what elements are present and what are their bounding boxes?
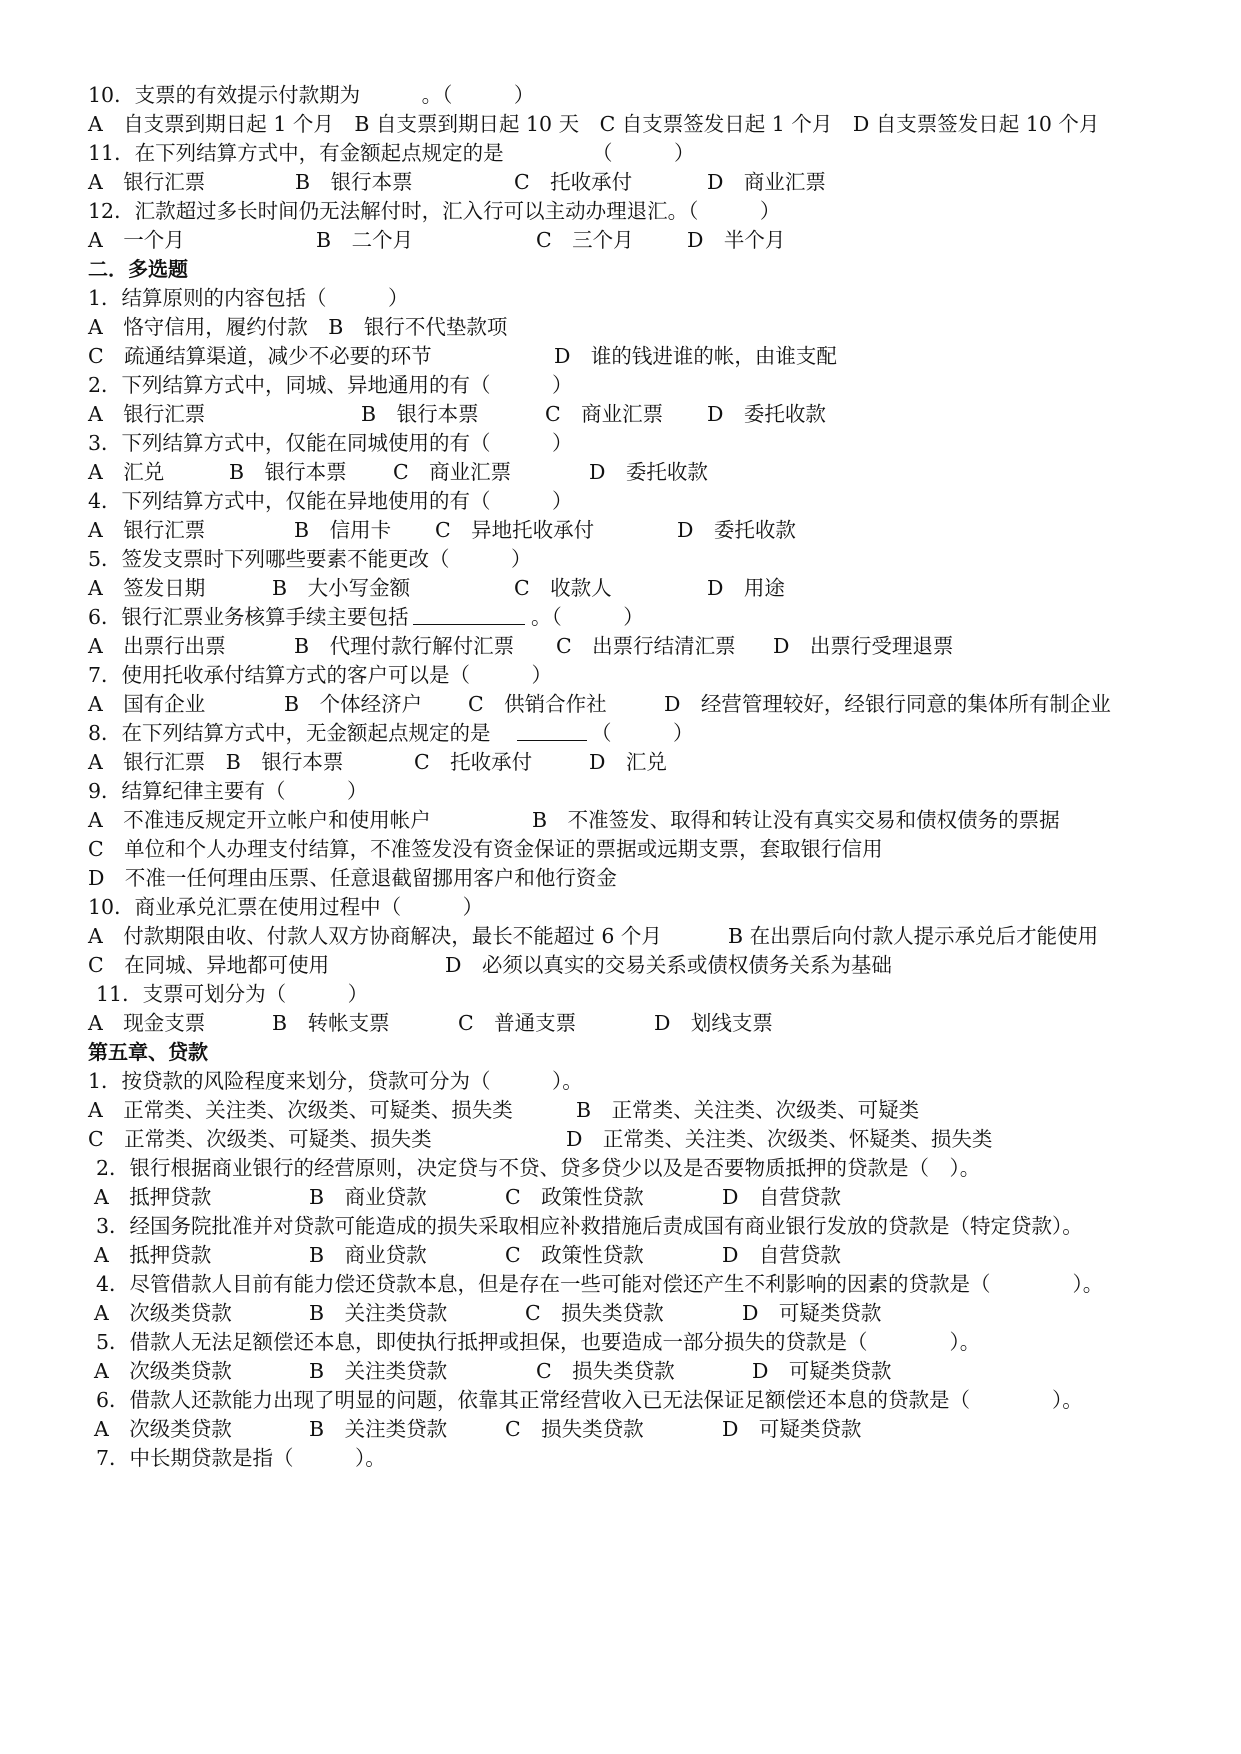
option-text: D 必须以真实的交易关系或债权债务关系为基础 — [445, 953, 892, 977]
question-text: 9．结算纪律主要有（ ） — [88, 779, 368, 803]
section-title: 第五章、贷款 — [88, 1040, 208, 1064]
option-text: C 损失类贷款 — [505, 1417, 644, 1441]
option-text: C 出票行结清汇票 — [556, 634, 736, 658]
option-text: C 异地托收承付 — [435, 518, 595, 542]
question-text: 6．借款人还款能力出现了明显的问题，依靠其正常经营收入已无法保证足额偿还本息的贷款是（ ）。 — [96, 1388, 1083, 1412]
option-text: A 一个月 — [88, 228, 185, 252]
question-text: （ ） — [592, 141, 695, 165]
option-text: C 单位和个人办理支付结算，不准签发没有资金保证的票据或远期支票，套取银行信用 — [88, 837, 883, 861]
option-text: A 汇兑 — [88, 460, 165, 484]
option-text: C 托收承付 — [414, 750, 533, 774]
option-text: A 付款期限由收、付款人双方协商解决，最长不能超过 6 个月 — [88, 924, 662, 948]
option-text: D 委托收款 — [677, 518, 796, 542]
option-text: B 商业贷款 — [309, 1243, 427, 1267]
question-text: 10．商业承兑汇票在使用过程中（ ） — [88, 895, 484, 919]
question-text: 2．银行根据商业银行的经营原则，决定贷与不贷、贷多贷少以及是否要物质抵押的贷款是（ ）。 — [96, 1156, 981, 1180]
option-text: B 银行本票 — [361, 402, 479, 426]
option-text: A 抵押贷款 — [94, 1243, 212, 1267]
option-text: A 次级类贷款 — [94, 1301, 232, 1325]
option-text: C 商业汇票 — [393, 460, 512, 484]
option-text: D 自营贷款 — [722, 1185, 841, 1209]
question-text: 7．中长期贷款是指（ ）。 — [96, 1446, 386, 1470]
option-text: C 正常类、次级类、可疑类、损失类 — [88, 1127, 432, 1151]
option-text: C 在同城、异地都可使用 — [88, 953, 330, 977]
option-text: B 商业贷款 — [309, 1185, 427, 1209]
option-text: D 可疑类贷款 — [742, 1301, 882, 1325]
option-text: B 信用卡 — [294, 518, 392, 542]
option-text: B 在出票后向付款人提示承兑后才能使用 — [728, 924, 1099, 948]
option-text: A 银行汇票 — [88, 402, 206, 426]
option-text: B 银行本票 — [295, 170, 413, 194]
option-text: C 供销合作社 — [468, 692, 607, 716]
option-text: A 自支票到期日起 1 个月 B 自支票到期日起 10 天 C 自支票签发日起 1 个月 D 自支票签发日起 10 个月 — [88, 112, 1100, 136]
question-text: 1．结算原则的内容包括（ ） — [88, 286, 409, 310]
question-text: 2．下列结算方式中，同城、异地通用的有（ ） — [88, 373, 573, 397]
option-text: D 商业汇票 — [707, 170, 826, 194]
option-text: D 半个月 — [687, 228, 786, 252]
option-text: D 出票行受理退票 — [773, 634, 954, 658]
option-text: D 汇兑 — [589, 750, 667, 774]
option-text: D 自营贷款 — [722, 1243, 841, 1267]
option-text: A 银行汇票 — [88, 170, 206, 194]
option-text: B 银行本票 — [229, 460, 347, 484]
question-text: 5．借款人无法足额偿还本息，即使执行抵押或担保，也要造成一部分损失的贷款是（ ）。 — [96, 1330, 981, 1354]
section-title: 二．多选题 — [88, 257, 188, 281]
question-text: 11．在下列结算方式中，有金额起点规定的是 — [88, 141, 504, 165]
option-text: A 出票行出票 — [88, 634, 226, 658]
question-text: 5．签发支票时下列哪些要素不能更改（ ） — [88, 547, 532, 571]
option-text: D 委托收款 — [589, 460, 708, 484]
option-text: A 抵押贷款 — [94, 1185, 212, 1209]
option-text: C 普通支票 — [458, 1011, 577, 1035]
option-text: D 谁的钱进谁的帐，由谁支配 — [554, 344, 837, 368]
option-text: B 个体经济户 — [284, 692, 423, 716]
question-text: 8．在下列结算方式中，无金额起点规定的是 — [88, 721, 491, 745]
option-text: C 政策性贷款 — [505, 1185, 644, 1209]
option-text: C 损失类贷款 — [536, 1359, 675, 1383]
question-text: 4．尽管借款人目前有能力偿还贷款本息，但是存在一些可能对偿还产生不利影响的因素的贷款是（ ）。 — [96, 1272, 1104, 1296]
option-text: C 托收承付 — [514, 170, 633, 194]
question-text: 3．下列结算方式中，仅能在同城使用的有（ ） — [88, 431, 573, 455]
option-text: B 不准签发、取得和转让没有真实交易和债权债务的票据 — [532, 808, 1060, 832]
option-text: C 收款人 — [514, 576, 612, 600]
option-text: B 二个月 — [316, 228, 414, 252]
option-text: B 关注类贷款 — [309, 1417, 448, 1441]
question-text: 3．经国务院批准并对贷款可能造成的损失采取相应补救措施后责成国有商业银行发放的贷款是（特定贷款）。 — [96, 1214, 1083, 1238]
question-text: 10．支票的有效提示付款期为 。（ ） — [88, 83, 535, 107]
option-text: C 疏通结算渠道，减少不必要的环节 — [88, 344, 432, 368]
option-text: B 转帐支票 — [272, 1011, 390, 1035]
option-text: A 次级类贷款 — [94, 1417, 232, 1441]
option-text: B 代理付款行解付汇票 — [294, 634, 515, 658]
option-text: A 次级类贷款 — [94, 1359, 232, 1383]
option-text: D 经营管理较好，经银行同意的集体所有制企业 — [664, 692, 1111, 716]
option-text: A 正常类、关注类、次级类、可疑类、损失类 — [88, 1098, 513, 1122]
option-text: A 国有企业 — [88, 692, 206, 716]
answer-blank — [517, 718, 587, 741]
question-text: 7．使用托收承付结算方式的客户可以是（ ） — [88, 663, 553, 687]
question-text: 。（ ） — [531, 605, 644, 629]
option-text: C 商业汇票 — [545, 402, 664, 426]
option-text: C 政策性贷款 — [505, 1243, 644, 1267]
option-text: B 大小写金额 — [272, 576, 411, 600]
option-text: A 银行汇票 B 银行本票 — [88, 750, 344, 774]
question-text: （ ） — [591, 721, 694, 745]
option-text: D 委托收款 — [707, 402, 826, 426]
option-text: D 用途 — [707, 576, 785, 600]
option-text: D 不准一任何理由压票、任意退截留挪用客户和他行资金 — [88, 866, 617, 890]
question-text: 12．汇款超过多长时间仍无法解付时，汇入行可以主动办理退汇。（ ） — [88, 199, 781, 223]
option-text: B 正常类、关注类、次级类、可疑类 — [576, 1098, 920, 1122]
answer-blank — [413, 602, 525, 625]
option-text: C 三个月 — [536, 228, 634, 252]
option-text: B 关注类贷款 — [309, 1359, 448, 1383]
question-text: 1．按贷款的风险程度来划分，贷款可分为（ ）。 — [88, 1069, 583, 1093]
question-text: 11．支票可划分为（ ） — [96, 982, 369, 1006]
option-text: A 恪守信用，履约付款 B 银行不代垫款项 — [88, 315, 508, 339]
option-text: C 损失类贷款 — [525, 1301, 664, 1325]
option-text: A 不准违反规定开立帐户和使用帐户 — [88, 808, 431, 832]
option-text: A 现金支票 — [88, 1011, 206, 1035]
option-text: D 可疑类贷款 — [722, 1417, 862, 1441]
option-text: D 可疑类贷款 — [752, 1359, 892, 1383]
option-text: D 划线支票 — [654, 1011, 773, 1035]
option-text: A 银行汇票 — [88, 518, 206, 542]
question-text: 4．下列结算方式中，仅能在异地使用的有（ ） — [88, 489, 573, 513]
question-text: 6．银行汇票业务核算手续主要包括 — [88, 605, 409, 629]
option-text: B 关注类贷款 — [309, 1301, 448, 1325]
option-text: D 正常类、关注类、次级类、怀疑类、损失类 — [566, 1127, 993, 1151]
option-text: A 签发日期 — [88, 576, 206, 600]
